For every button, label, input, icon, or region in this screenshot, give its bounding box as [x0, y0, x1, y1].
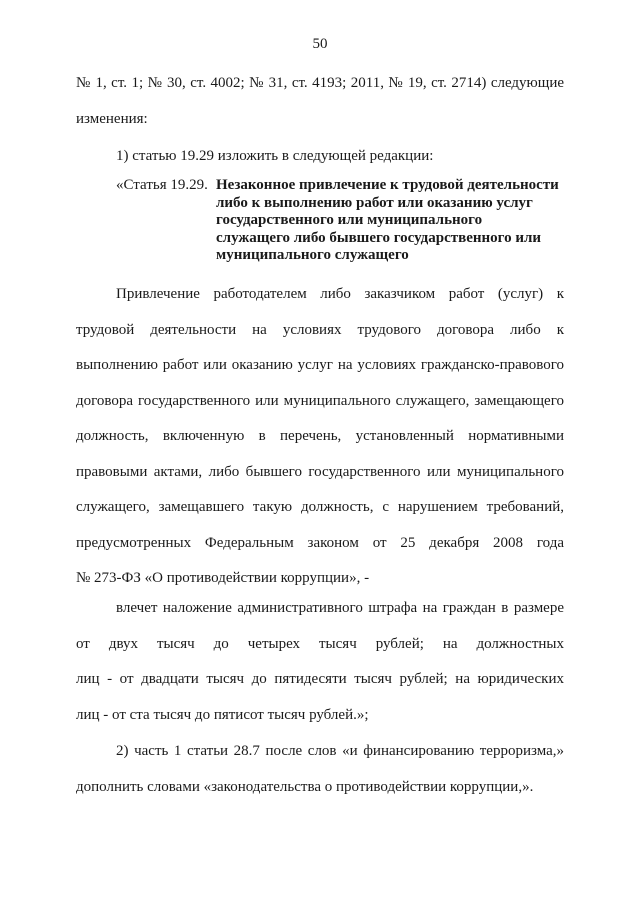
body-line: правовыми актами, либо бывшего государственного или муниципального [76, 463, 564, 480]
penalty-line: влечет наложение административного штрафа на граждан в размере [116, 600, 564, 616]
item-1-paragraph [76, 139, 564, 175]
article-heading-line: служащего либо бывшего государственного или [216, 229, 542, 246]
body-line: выполнению работ или оказанию услуг на условиях гражданско-правового [76, 357, 564, 373]
intro-paragraph [76, 66, 564, 137]
body-line: трудовой деятельности на условиях трудового договора либо к [76, 321, 564, 338]
body-line: служащего, замещавшего такую должность, с нарушением требований, [76, 499, 564, 515]
article-heading-line: либо к выполнению работ или оказанию услуг [216, 194, 533, 211]
item-1-text: 1) статью 19.29 изложить в следующей редакции: [116, 148, 434, 164]
item-2-line: 2) часть 1 статьи 28.7 после слов «и финансированию терроризма,» [116, 743, 564, 759]
body-line: предусмотренных Федеральным законом от 25 декабря 2008 года [76, 534, 564, 551]
article-heading-line: муниципального служащего [216, 247, 409, 263]
body-line: № 273-ФЗ «О противодействии коррупции», - [76, 570, 370, 586]
article-heading-line: Незаконное привлечение к трудовой деятельности [216, 177, 559, 193]
penalty-line: лиц - от двадцати тысяч до пятидесяти тысяч рублей; на юридических [76, 671, 564, 687]
article-heading-line: государственного или муниципального [216, 212, 483, 228]
intro-line: № 1, ст. 1; № 30, ст. 4002; № 31, ст. 4193; 2011, № 19, ст. 2714) следующие [76, 75, 564, 91]
item-2-line: дополнить словами «законодательства о противодействии коррупции,». [76, 778, 534, 795]
body-line: Привлечение работодателем либо заказчиком работ (услуг) к [116, 286, 564, 302]
article-heading [216, 177, 576, 265]
item-2-paragraph [76, 734, 564, 805]
page-number: 50 [312, 36, 328, 52]
penalty-paragraph [76, 591, 564, 733]
body-line: договора государственного или муниципального служащего, замещающего [76, 392, 564, 409]
intro-line: изменения: [76, 110, 148, 127]
penalty-line: от двух тысяч до четырех тысяч рублей; на должностных [76, 635, 564, 652]
body-paragraph [76, 277, 564, 597]
article-label: «Статья 19.29. [116, 177, 208, 193]
penalty-line: лиц - от ста тысяч до пятисот тысяч рублей.»; [76, 706, 369, 723]
body-line: должность, включенную в перечень, установленный нормативными [76, 428, 564, 444]
